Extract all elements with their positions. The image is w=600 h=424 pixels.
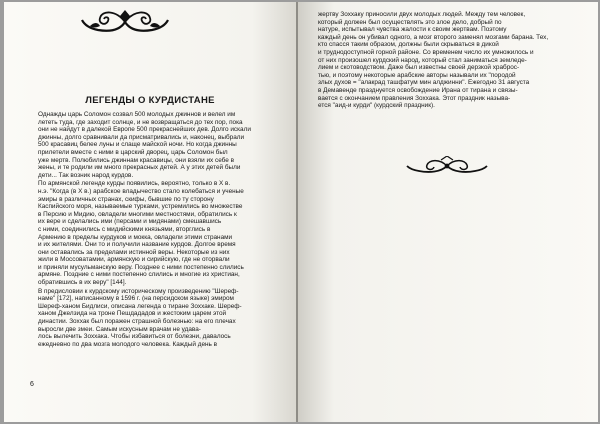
text-line: ется "аид-и курди" (курдский праздник). <box>318 102 435 110</box>
paragraph <box>30 180 268 286</box>
right-page <box>298 2 598 422</box>
page-number: 6 <box>30 381 34 388</box>
text-line: от них произошел курдский народ, который стал заниматься земледе- <box>318 56 527 64</box>
paragraph <box>310 11 584 110</box>
decorative-scroll-ornament-icon <box>405 156 489 176</box>
text-line: лием и скотоводством. Даже был известны своей дерзкой храброс- <box>318 64 520 72</box>
text-line: в Персию и Мидию, овладели многими местностями, обратились к <box>38 210 237 218</box>
decorative-scroll-ornament-icon <box>80 8 170 34</box>
text-line: каждый день он убивал одного, а мозг второго заменял мозгами барана. Тех, <box>318 33 549 41</box>
text-line: выросли две змеи. Самым искусным врачам не удава- <box>38 325 201 333</box>
text-line: и труднодоступной горной районе. Со временем число их умножилось и <box>318 48 534 56</box>
book-spread <box>4 2 598 422</box>
text-line: натуре, испытывал чувства жалости к своим жертвам. Поэтому <box>318 26 507 34</box>
chapter-title: ЛЕГЕНДЫ О КУРДИСТАНЕ <box>85 95 215 106</box>
text-line: н.э. "Когда (в X в.) арабское владычество стало колебаться и ученые <box>38 187 244 195</box>
text-line: эмиры в различных странах, скифы, бывшие по ту сторону <box>38 195 214 203</box>
right-body <box>310 11 584 111</box>
text-line: По армянской легенде курды появились, вероятно, только в X в. <box>38 180 231 188</box>
text-line: злых духов = "алакрад ташфатум мин алджинни". Ежегодно 31 августа <box>318 79 530 87</box>
text-line: жертву Зоххаку приносили двух молодых людей. Между тем человек, <box>318 11 526 18</box>
text-line: с ними, соединились с мидийскими князьями, вторглись в <box>38 225 211 233</box>
text-line: Каспийского моря, называемые турками, устремились во множестве <box>38 203 243 211</box>
left-body <box>30 111 268 349</box>
text-line: ежедневно по два мозга молодого человека. Каждый день в <box>38 340 218 348</box>
text-line: дети... Так возник народ курдов. <box>38 171 134 179</box>
text-line: обратившись в их веру" [144]. <box>38 279 127 287</box>
text-line: они оставались за пределами истинной веры. Некоторые из них <box>38 248 230 256</box>
text-line: вается с окончанием правления Зоххака. Этот праздник называ- <box>318 94 511 102</box>
text-line: армяне. Поздние с ними постепенно слились и многие из христиан, <box>38 271 240 279</box>
text-line: 500 красавиц белее луны и слаще майской ночи. Но когда джинны <box>38 141 237 149</box>
text-line: джинны, долго сравнивали да присматривались и, наконец, выбрали <box>38 133 245 141</box>
text-line: и их жителями. Они то и получили название курдов. Долгое время <box>38 241 236 249</box>
text-line: Однажды царь Соломон созвал 500 молодых джиннов и велел им <box>38 111 236 118</box>
paragraph <box>30 288 268 349</box>
text-line: Армению в пределы курдуков и мокка, овладели этими странами <box>38 233 233 241</box>
text-line: кто спасся таким образом, должны были скрываться в дикой <box>318 41 499 49</box>
left-page <box>4 2 296 422</box>
text-line: жили в Моссоватамии, армянскую и сирийскую, где не оторвали <box>38 256 230 264</box>
text-line: и приняли мусульманскую веру. Позднее с ними постепенно слились <box>38 263 244 271</box>
paragraph <box>30 111 268 179</box>
text-line: В предисловии к курдскому историческому произведению "Шереф- <box>38 287 239 295</box>
text-line: лететь туда, где заходит солнце, и не возвращаться до тех пор, пока <box>38 118 243 126</box>
text-line: прилетели вместе с ними в царский дворец, царь Соломон был <box>38 148 228 156</box>
text-line: они не найдут в далекой Европе 500 прекраснейших дев. Долго искали <box>38 126 251 134</box>
text-line: лось вылечить Зоххака. Чтобы избавиться от болезни, давалось <box>38 333 231 341</box>
text-line: уже мертв. Полюбились джиннам красавицы, они взяли их себе в <box>38 156 234 164</box>
text-line: который должен был осуществлять это злое дело, добрый по <box>318 18 502 26</box>
text-line: тью, и поэтому некоторые арабские авторы называли их "породой <box>318 71 516 79</box>
text-line: в Демавенде празднуется освобождение Ирана от тирана и связы- <box>318 86 518 94</box>
text-line: наме" [172], написанному в 1596 г. (на персидском языке) эмиром <box>38 295 234 303</box>
text-line: жены, и те родили им много прекрасных детей. А у этих детей были <box>38 164 241 172</box>
text-line: династии. Зоххак был поражен страшной болезнью: на его плечах <box>38 318 236 326</box>
text-line: ханом Джелзида на троне Пешдададов и жестоким царем этой <box>38 310 227 318</box>
text-line: их вере и сделались ими (персами и мидянами) смешавшись <box>38 218 222 226</box>
text-line: Шереф-ханом Бидлиси, описана легенда о тиране Зоххаке. Шереф- <box>38 302 242 310</box>
